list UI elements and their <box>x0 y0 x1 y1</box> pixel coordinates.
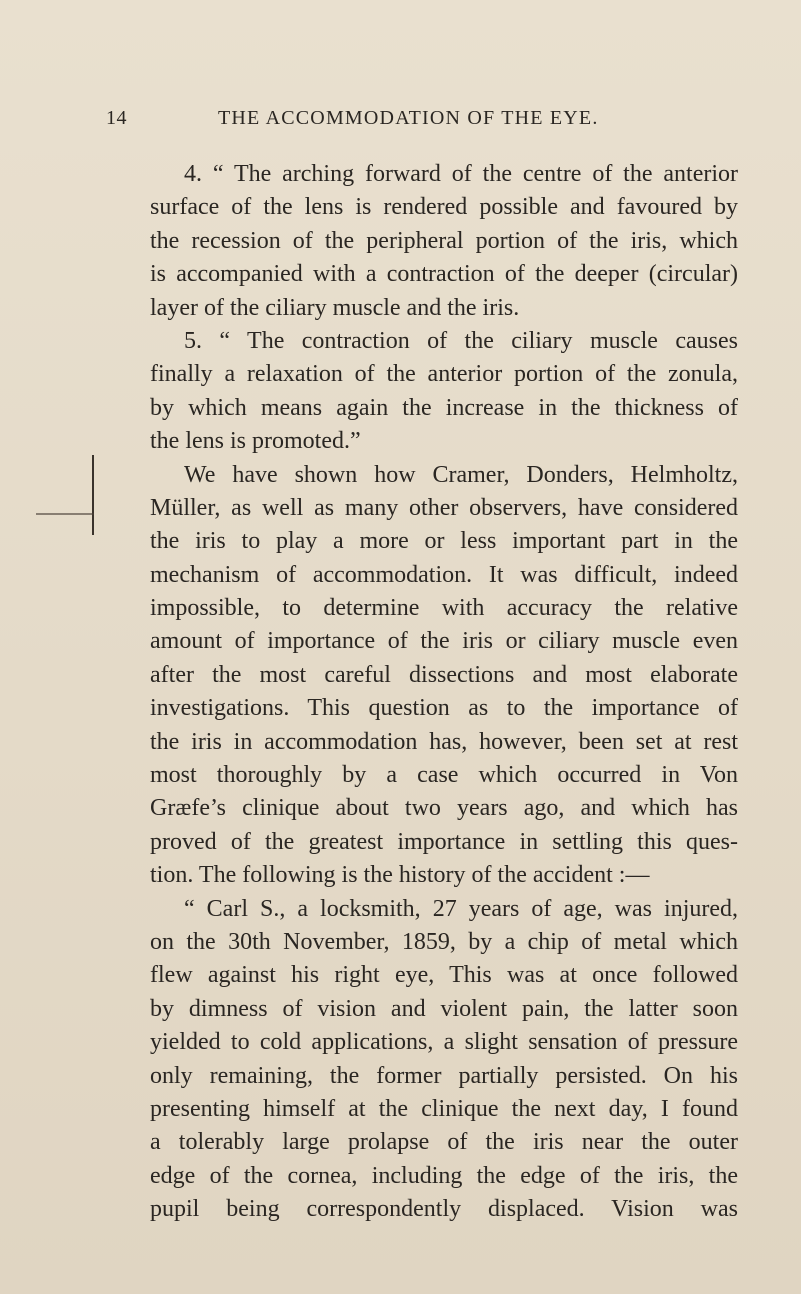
text-line: layer of the ciliary muscle and the iris. <box>150 294 520 321</box>
text-line: presenting himself at the clinique the next day, I found <box>150 1095 738 1122</box>
text-line: after the most careful dissections and most elaborate <box>150 661 738 688</box>
page-number: 14 <box>106 107 127 129</box>
text-line: tion. The following is the history of the accident :— <box>150 862 650 889</box>
text-line: edge of the cornea, including the edge of the iris, the <box>150 1162 738 1189</box>
text-line: by which means again the increase in the thickness of <box>150 394 738 421</box>
text-line: We have shown how Cramer, Donders, Helmholtz, <box>184 461 738 488</box>
text-line: mechanism of accommodation. It was difficult, indeed <box>150 561 738 588</box>
text-line: Müller, as well as many other observers, have considered <box>150 494 738 521</box>
running-head: THE ACCOMMODATION OF THE EYE. <box>218 107 599 129</box>
margin-rule <box>36 513 94 515</box>
text-line: the iris in accommodation has, however, been set at rest <box>150 728 738 755</box>
text-line: most thoroughly by a case which occurred in Von <box>150 762 738 789</box>
text-line: 4. “ The arching forward of the centre of the anterior <box>184 161 738 187</box>
text-line: the recession of the peripheral portion of the iris, which <box>150 227 738 254</box>
text-line: surface of the lens is rendered possible and favoured by <box>150 194 738 221</box>
text-line: on the 30th November, 1859, by a chip of metal which <box>150 928 738 955</box>
text-line: yielded to cold applications, a slight sensation of pressure <box>150 1029 738 1056</box>
text-line: “ Carl S., a locksmith, 27 years of age, was injured, <box>184 895 738 922</box>
text-line: flew against his right eye, This was at once followed <box>150 962 738 989</box>
body-text <box>150 158 738 1227</box>
text-line: by dimness of vision and violent pain, the latter soon <box>150 995 738 1022</box>
text-line: the iris to play a more or less important part in the <box>150 528 738 555</box>
page-header <box>92 107 712 133</box>
text-line: impossible, to determine with accuracy the relative <box>150 595 738 622</box>
text-line: is accompanied with a contraction of the deeper (circular) <box>150 261 738 288</box>
text-line: proved of the greatest importance in settling this ques- <box>150 828 738 855</box>
text-line: a tolerably large prolapse of the iris near the outer <box>150 1129 738 1156</box>
text-line: Græfe’s clinique about two years ago, and which has <box>150 795 738 822</box>
text-line: amount of importance of the iris or ciliary muscle even <box>150 628 738 655</box>
text-line: only remaining, the former partially persisted. On his <box>150 1062 738 1089</box>
text-line: investigations. This question as to the importance of <box>150 695 738 722</box>
margin-bracket-line <box>92 455 94 535</box>
text-line: 5. “ The contraction of the ciliary muscle causes <box>184 327 738 354</box>
text-line: finally a relaxation of the anterior portion of the zonula, <box>150 361 738 388</box>
text-line: the lens is promoted.” <box>150 428 361 455</box>
text-line: pupil being correspondently displaced. Vision was <box>150 1196 738 1223</box>
